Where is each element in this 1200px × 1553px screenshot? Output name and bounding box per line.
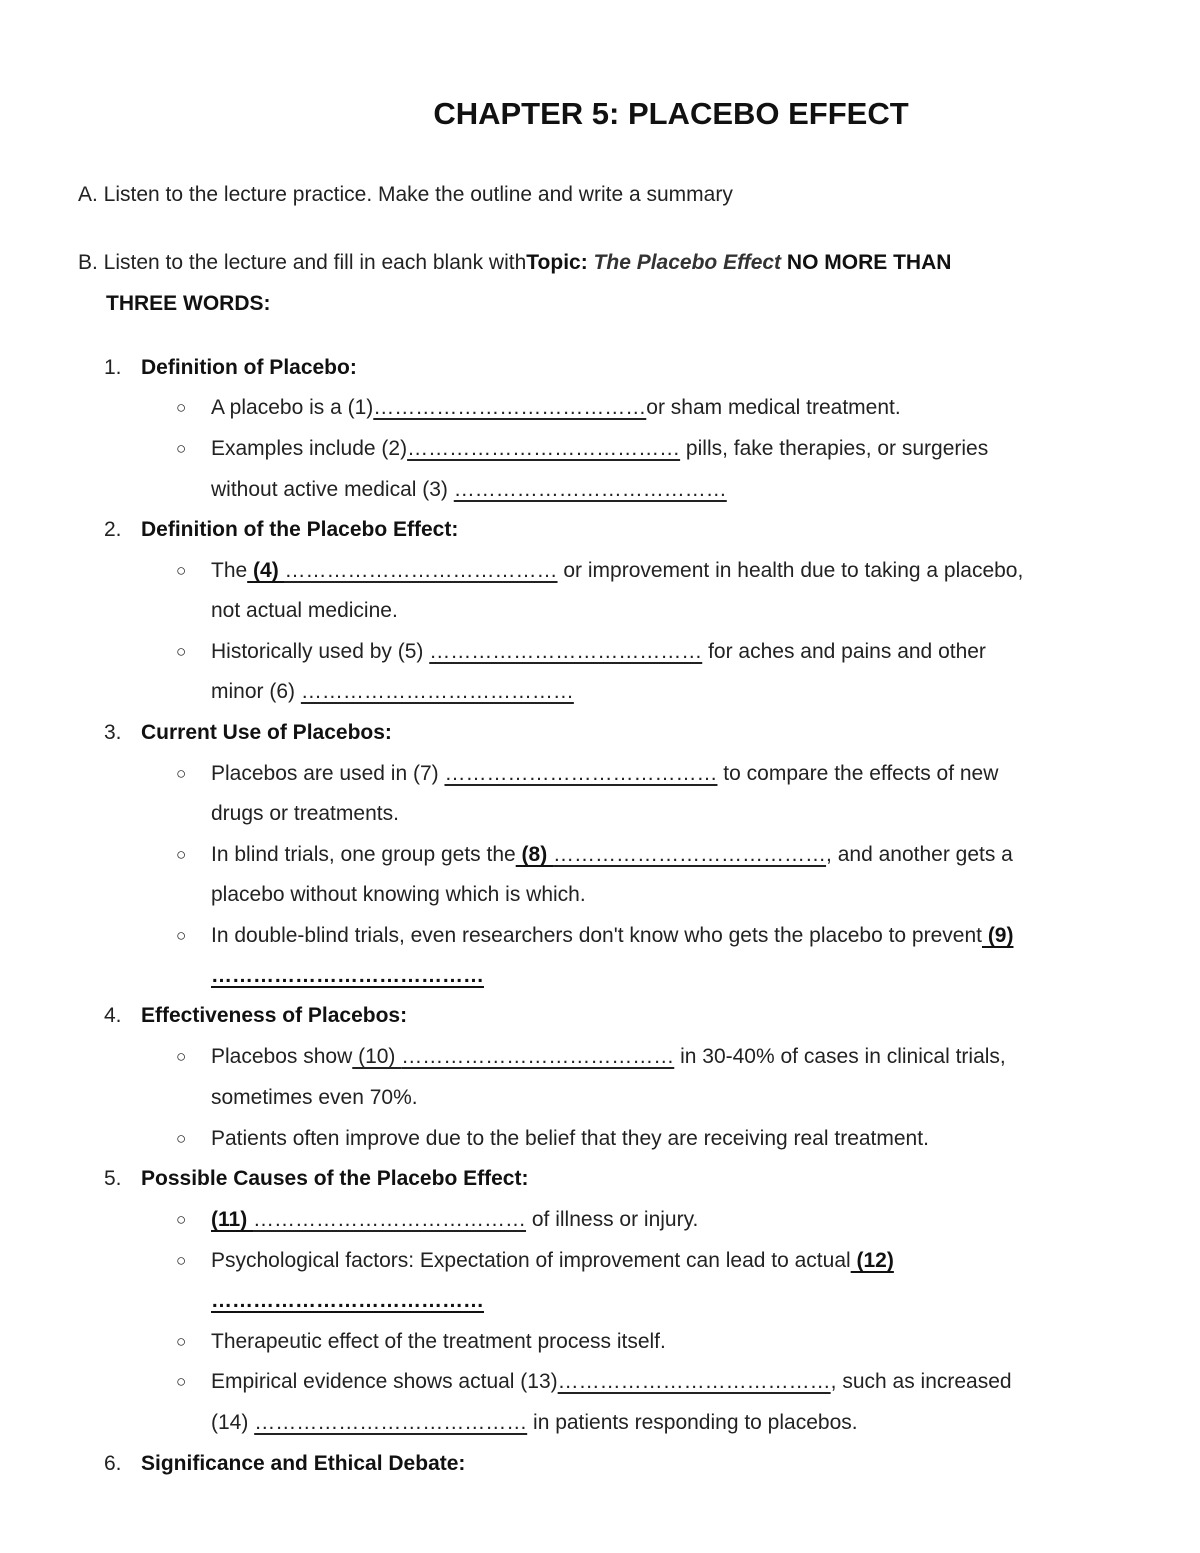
section-1-heading: [104, 354, 357, 381]
bullet-3-3: ○ In double-blind trials, even researchers don't know who gets the placebo to prevent (9): [176, 924, 1014, 947]
bullet-circle-icon: ○: [176, 845, 187, 864]
bullet-circle-icon: ○: [176, 1129, 187, 1148]
blank-8[interactable]: …………………………………: [553, 843, 827, 866]
instruction-b: [78, 249, 951, 276]
bullet-5-4-cont: (14) ………………………………… in patients responding to placebos.: [211, 1411, 858, 1434]
bullet-1-1: ○ A placebo is a (1)…………………………………or sham medical treatment.: [176, 396, 901, 419]
page-title: CHAPTER 5: PLACEBO EFFECT: [433, 96, 909, 131]
bullet-4-1: ○ Placebos show (10) ………………………………… in 30-40% of cases in clinical trials,: [176, 1045, 1006, 1068]
blank-2[interactable]: …………………………………: [407, 437, 681, 460]
blank-10[interactable]: …………………………………: [401, 1045, 675, 1068]
section-number: 6.: [104, 1452, 122, 1475]
bullet-3-2: ○ In blind trials, one group gets the (8) …………………………………, and another gets a: [176, 843, 1013, 866]
bullet-3-2-cont: placebo without knowing which is which.: [211, 883, 586, 906]
section-title: Definition of the Placebo Effect:: [141, 518, 459, 541]
bullet-2-1-cont: not actual medicine.: [211, 599, 398, 622]
bullet-1-2-cont: without active medical (3) …………………………………: [211, 478, 727, 501]
blank-1[interactable]: …………………………………: [373, 396, 647, 419]
bullet-circle-icon: ○: [176, 561, 187, 580]
blank-11-label: (11): [211, 1208, 254, 1231]
section-2-heading: [104, 516, 458, 543]
bullet-circle-icon: ○: [176, 642, 187, 661]
instruction-a: A. Listen to the lecture practice. Make the outline and write a summary: [78, 183, 733, 206]
section-4-heading: [104, 1002, 407, 1029]
bullet-2-2-cont: minor (6) …………………………………: [211, 680, 574, 703]
word-limit-rule: NO MORE THAN: [786, 251, 952, 274]
section-title: Possible Causes of the Placebo Effect:: [141, 1167, 529, 1190]
section-title: Current Use of Placebos:: [141, 721, 392, 744]
topic-label: Topic:: [526, 251, 588, 274]
bullet-4-1-cont: sometimes even 70%.: [211, 1086, 418, 1109]
blank-4[interactable]: …………………………………: [284, 559, 558, 582]
blank-13[interactable]: …………………………………: [557, 1370, 831, 1393]
blank-4-label: (4): [247, 559, 285, 582]
blank-10-label: (10): [352, 1045, 402, 1068]
bullet-5-4: ○ Empirical evidence shows actual (13)…………………………………, such as increased: [176, 1370, 1012, 1393]
bullet-circle-icon: ○: [176, 1047, 187, 1066]
blank-5[interactable]: …………………………………: [429, 640, 703, 663]
topic-name: The Placebo Effect: [593, 251, 782, 274]
blank-7[interactable]: …………………………………: [444, 762, 718, 785]
section-number: 5.: [104, 1167, 122, 1190]
word-limit-rule-cont: THREE WORDS:: [106, 292, 271, 315]
bullet-5-3: ○ Therapeutic effect of the treatment process itself.: [176, 1330, 666, 1353]
bullet-3-3-cont: [211, 962, 484, 989]
bullet-5-2-cont: [211, 1287, 484, 1314]
section-number: 1.: [104, 356, 122, 379]
bullet-2-2: ○ Historically used by (5) ………………………………… for aches and pains and other: [176, 640, 986, 663]
section-title: Effectiveness of Placebos:: [141, 1004, 408, 1027]
blank-12-label: (12): [850, 1249, 894, 1272]
blank-8-label: (8): [515, 843, 554, 866]
section-3-heading: [104, 719, 392, 746]
blank-12[interactable]: …………………………………: [211, 1289, 484, 1312]
bullet-3-1-cont: drugs or treatments.: [211, 802, 399, 825]
bullet-1-2: ○ Examples include (2)………………………………… pills, fake therapies, or surgeries: [176, 437, 989, 460]
section-title: Definition of Placebo:: [141, 356, 357, 379]
bullet-5-1: ○ (11) ………………………………… of illness or injury.: [176, 1208, 699, 1231]
section-6-heading: [104, 1450, 465, 1477]
bullet-4-2: ○ Patients often improve due to the belief that they are receiving real treatment.: [176, 1127, 929, 1150]
bullet-5-2: ○ Psychological factors: Expectation of improvement can lead to actual (12): [176, 1249, 894, 1272]
blank-9-label: (9): [981, 924, 1014, 947]
instruction-b-text: B. Listen to the lecture and fill in each blank with: [78, 251, 527, 274]
bullet-circle-icon: ○: [176, 398, 187, 417]
section-number: 2.: [104, 518, 122, 541]
blank-14[interactable]: …………………………………: [254, 1411, 528, 1434]
bullet-3-1: ○ Placebos are used in (7) ………………………………… to compare the effects of new: [176, 762, 999, 785]
blank-9[interactable]: …………………………………: [211, 964, 484, 987]
bullet-circle-icon: ○: [176, 1251, 187, 1270]
instruction-b-cont: [106, 290, 271, 317]
bullet-circle-icon: ○: [176, 1332, 187, 1351]
section-number: 4.: [104, 1004, 122, 1027]
bullet-2-1: ○ The (4) ………………………………… or improvement in health due to taking a placebo,: [176, 559, 1024, 582]
section-5-heading: [104, 1165, 528, 1192]
section-title: Significance and Ethical Debate:: [141, 1452, 466, 1475]
bullet-circle-icon: ○: [176, 1372, 187, 1391]
section-number: 3.: [104, 721, 122, 744]
blank-3[interactable]: …………………………………: [453, 478, 727, 501]
blank-11[interactable]: …………………………………: [253, 1208, 527, 1231]
bullet-circle-icon: ○: [176, 1210, 187, 1229]
bullet-circle-icon: ○: [176, 439, 187, 458]
bullet-circle-icon: ○: [176, 926, 187, 945]
bullet-circle-icon: ○: [176, 764, 187, 783]
blank-6[interactable]: …………………………………: [300, 680, 574, 703]
